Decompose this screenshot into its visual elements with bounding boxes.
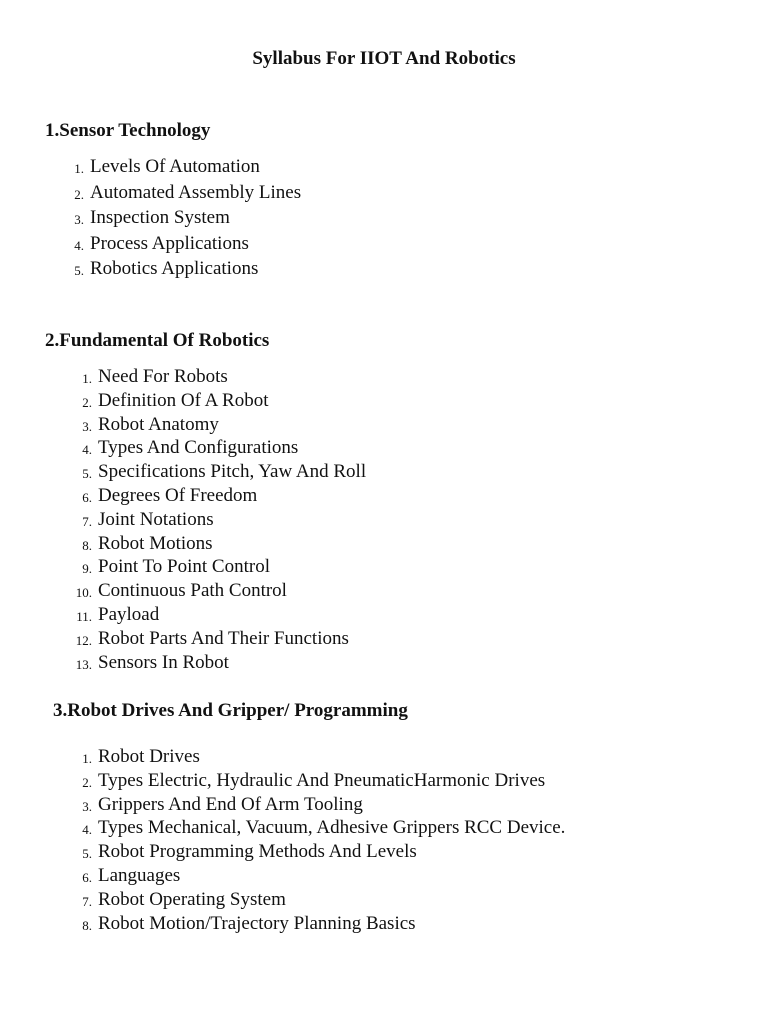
list-item-text: Definition Of A Robot	[98, 389, 269, 411]
list-item	[82, 912, 565, 937]
list-item-number: 13.	[75, 656, 92, 672]
list-item-text: Need For Robots	[98, 366, 228, 387]
list-item-text: Robot Operating System	[98, 888, 286, 910]
list-item-text: Point To Point Control	[98, 556, 270, 578]
list-item-text: Degrees Of Freedom	[98, 484, 258, 506]
list-item-text: Robot Programming Methods And Levels	[98, 841, 417, 863]
list-item-text: Grippers And End Of Arm Tooling	[98, 793, 363, 815]
list-item-number: 10.	[75, 585, 92, 601]
list-item	[74, 232, 301, 259]
list-item-text: Languages	[98, 864, 181, 886]
list-item-text: Inspection System	[90, 207, 230, 228]
list-item-number: 7.	[82, 513, 92, 529]
list-item-number: 7.	[82, 893, 92, 909]
list-item	[82, 793, 565, 818]
list-item-number: 1.	[82, 371, 92, 386]
list-item-number: 6.	[82, 489, 92, 505]
list-item	[82, 508, 366, 533]
list-item	[74, 258, 301, 284]
list-item-number: 4.	[82, 442, 92, 458]
list-item	[75, 627, 366, 652]
list-item-number: 2.	[74, 186, 84, 202]
list-item-text: Joint Notations	[98, 508, 214, 530]
list-item-number: 11.	[76, 608, 92, 624]
list-item-text: Sensors In Robot	[98, 651, 229, 673]
list-item-text: Types Mechanical, Vacuum, Adhesive Grippers RCC Device.	[98, 817, 566, 839]
section-heading-sensor-technology: 1.Sensor Technology	[45, 120, 211, 141]
list-item	[82, 532, 366, 557]
list-item-number: 5.	[74, 263, 84, 278]
list-item	[82, 437, 366, 461]
list-item-number: 1.	[82, 751, 92, 766]
list-item-number: 5.	[82, 846, 92, 862]
list-item-text: Robotics Applications	[90, 258, 259, 279]
list-item	[82, 413, 366, 438]
robot-drives-list	[82, 746, 566, 936]
list-item-number: 9.	[82, 561, 92, 577]
list-item-number: 5.	[82, 466, 92, 482]
list-item-text: Types And Configurations	[98, 437, 299, 459]
list-item-number: 8.	[82, 917, 92, 933]
list-item	[75, 580, 366, 604]
list-item	[76, 603, 366, 628]
list-item	[75, 651, 366, 676]
list-item	[82, 888, 565, 913]
list-item-number: 4.	[74, 237, 84, 253]
list-item	[82, 366, 366, 390]
list-item	[82, 746, 565, 770]
list-item-text: Robot Parts And Their Functions	[98, 627, 349, 649]
list-item	[82, 389, 366, 414]
list-item-number: 4.	[82, 822, 92, 838]
list-item-number: 3.	[82, 798, 92, 814]
list-item	[74, 181, 302, 208]
sensor-technology-list	[74, 156, 302, 284]
list-item	[74, 156, 301, 182]
list-item	[82, 484, 366, 509]
list-item-number: 8.	[82, 537, 92, 553]
list-item-number: 3.	[74, 212, 84, 227]
list-item-text: Specifications Pitch, Yaw And Roll	[98, 461, 367, 483]
section-heading-fundamental-of-robotics: 2.Fundamental Of Robotics	[45, 330, 270, 351]
list-item	[82, 841, 565, 865]
list-item-text: Continuous Path Control	[98, 580, 287, 602]
list-item-text: Automated Assembly Lines	[90, 181, 302, 203]
list-item-text: Types Electric, Hydraulic And PneumaticHarmonic Drives	[98, 769, 546, 791]
list-item-number: 6.	[82, 869, 92, 885]
list-item-number: 2.	[82, 774, 92, 790]
list-item-number: 2.	[82, 394, 92, 410]
list-item-text: Payload	[98, 603, 160, 625]
section-heading-robot-drives: 3.Robot Drives And Gripper/ Programming	[53, 700, 408, 721]
list-item-text: Robot Drives	[98, 746, 200, 767]
list-item	[82, 864, 565, 889]
list-item	[82, 769, 565, 794]
list-item-text: Robot Motions	[98, 532, 213, 554]
list-item-number: 12.	[75, 632, 92, 648]
list-item	[82, 556, 366, 580]
list-item-text: Levels Of Automation	[90, 156, 260, 177]
list-item-number: 1.	[74, 161, 84, 176]
list-item-text: Process Applications	[90, 232, 249, 254]
list-item-number: 3.	[82, 418, 92, 434]
list-item	[74, 207, 301, 233]
list-item	[82, 817, 566, 841]
document-title: Syllabus For IIOT And Robotics	[252, 48, 516, 69]
fundamental-of-robotics-list	[75, 366, 367, 675]
list-item-text: Robot Motion/Trajectory Planning Basics	[98, 912, 416, 934]
list-item	[82, 461, 367, 485]
list-item-text: Robot Anatomy	[98, 413, 219, 435]
